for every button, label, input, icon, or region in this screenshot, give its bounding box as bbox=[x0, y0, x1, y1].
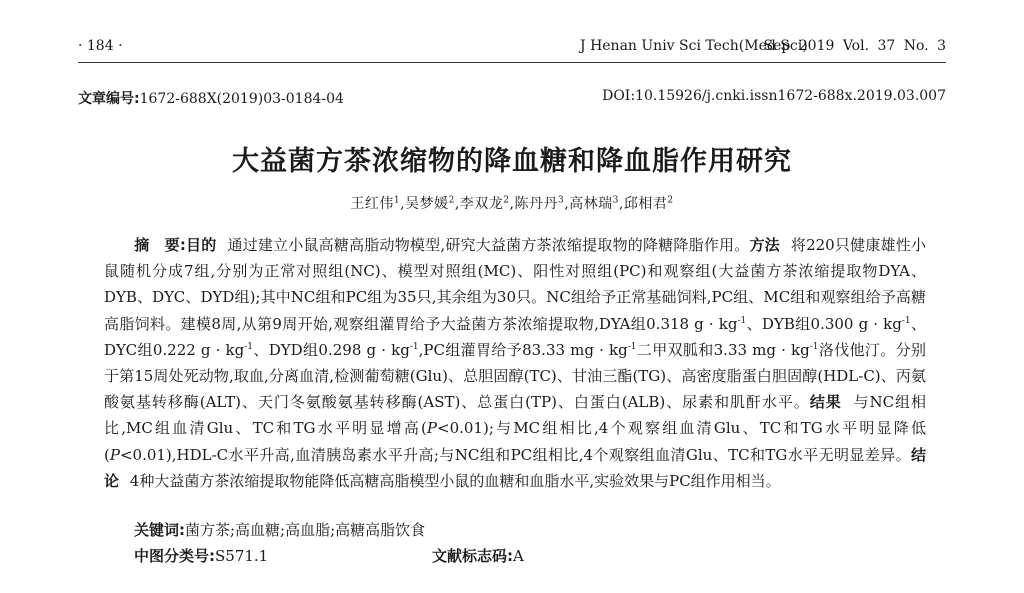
author-name: 陈丹丹 bbox=[514, 196, 558, 212]
document-code-value: A bbox=[513, 547, 524, 565]
p-value-symbol: P bbox=[426, 419, 437, 438]
author-name: 吴梦媛 bbox=[405, 196, 449, 212]
classification bbox=[134, 545, 934, 566]
author-affiliation: 2 bbox=[503, 195, 510, 206]
methods-text: 洛伐他汀。分别于第15周处死动物,取血,分离血清,检测葡萄糖(Glu)、总胆固醇(TC)、甘油三酯(TG)、高密度脂蛋白胆固醇(HDL-C)、丙氨酸氨基转移酶(ALT)、天门冬氨酸氨基转移酶(AST)、总蛋白(TP)、白蛋白(ALB)、尿素和肌酐水平。 bbox=[104, 340, 926, 412]
methods-text: 、DYB组0.300 g · kg bbox=[746, 314, 902, 333]
clc-value: S571.1 bbox=[215, 547, 269, 565]
doi: DOI:10.15926/j.cnki.issn1672-688x.2019.03.007 bbox=[602, 88, 946, 104]
document-code bbox=[432, 545, 524, 566]
header-rule bbox=[78, 62, 946, 63]
running-header bbox=[78, 38, 946, 60]
author-affiliation: 2 bbox=[667, 195, 674, 206]
methods-text: 二甲双胍和3.33 mg · kg bbox=[636, 340, 810, 359]
author-affiliation: 3 bbox=[612, 195, 619, 206]
unit-superscript: -1 bbox=[809, 341, 819, 352]
abstract-label: 摘 要: bbox=[134, 236, 186, 254]
unit-superscript: -1 bbox=[409, 341, 419, 352]
keywords-value: 菌方茶;高血糖;高血脂;高糖高脂饮食 bbox=[185, 521, 426, 539]
author-name: 高林瑞 bbox=[569, 196, 613, 212]
p-value: <0.01 bbox=[119, 445, 166, 464]
author-affiliation: 3 bbox=[557, 195, 565, 206]
methods-text: ,PC组灌胃给予83.33 mg · kg bbox=[418, 340, 628, 359]
objective-text: 通过建立小鼠高糖高脂动物模型,研究大益菌方茶浓缩提取物的降糖降脂作用。 bbox=[227, 236, 750, 254]
journal-name: J Henan Univ Sci Tech(Med Sci) bbox=[580, 38, 808, 54]
methods-text: 、DYD组0.298 g · kg bbox=[253, 340, 410, 359]
author-affiliation: 1 bbox=[393, 195, 401, 206]
keywords bbox=[134, 519, 425, 540]
article-number-value: 1672-688X(2019)03-0184-04 bbox=[139, 91, 344, 107]
keywords-label: 关键词: bbox=[134, 521, 185, 539]
unit-superscript: -1 bbox=[244, 341, 254, 352]
abstract bbox=[104, 232, 926, 494]
results-label: 结果 bbox=[809, 393, 842, 412]
article-number-label: 文章编号: bbox=[78, 91, 140, 107]
author-name: 邱相君 bbox=[623, 196, 668, 212]
author-list: 王红伟$^1$,吴梦媛$^2$,李双龙$^2$,陈丹丹$^3$,高林瑞$^3$,邱相君$^2$ bbox=[350, 195, 674, 212]
article-meta bbox=[78, 88, 946, 108]
p-value: <0.01 bbox=[437, 419, 483, 438]
unit-superscript: -1 bbox=[627, 341, 637, 352]
unit-superscript: -1 bbox=[901, 315, 911, 326]
results-text: ),HDL-C水平升高,血清胰岛素水平升高;与NC组和PC组相比,4个观察组血清Glu、TC和TG水平无明显差异。 bbox=[165, 445, 911, 464]
author-affiliation: 2 bbox=[448, 195, 455, 206]
article-number bbox=[78, 88, 344, 108]
methods-label: 方法 bbox=[749, 236, 780, 254]
clc-label: 中图分类号: bbox=[134, 547, 215, 565]
unit-superscript: -1 bbox=[737, 315, 747, 326]
objective-label: 目的 bbox=[185, 236, 217, 254]
results-text: );与MC组相比,4个观察组血清Glu、TC和TG水平明显降低( bbox=[104, 419, 927, 464]
author-name: 王红伟 bbox=[350, 196, 394, 212]
results-text: 与NC组相比,MC组血清Glu、TC和TG水平明显增高( bbox=[104, 393, 926, 438]
author-name: 李双龙 bbox=[459, 196, 504, 212]
document-code-label: 文献标志码: bbox=[432, 547, 513, 565]
issue-info: Sep 2019 Vol. 37 No. 3 bbox=[763, 38, 946, 54]
conclusion-label: 结论 bbox=[104, 445, 926, 490]
p-value-symbol: P bbox=[109, 445, 120, 464]
page-number: · 184 · bbox=[78, 38, 123, 54]
conclusion-text: 4种大益菌方茶浓缩提取物能降低高糖高脂模型小鼠的血糖和血脂水平,实验效果与PC组作用相当。 bbox=[129, 471, 781, 490]
methods-text: 、DYC组0.222 g · kg bbox=[104, 314, 926, 359]
paper-title: 大益菌方茶浓缩物的降血糖和降血脂作用研究 bbox=[232, 146, 792, 177]
methods-text: 将220只健康雄性小鼠随机分成7组,分别为正常对照组(NC)、模型对照组(MC)、阳性对照组(PC)和观察组(大益菌方茶浓缩提取物DYA、DYB、DYC、DYD组);其中NC组和PC组为35只,其余组为30只。NC组给予正常基础饲料,PC组、MC组和观察组给予高糖高脂饲料。建模8周,从第9周开始,观察组灌胃给予大益菌方茶浓缩提取物,DYA组0.318 g · kg bbox=[104, 236, 926, 333]
